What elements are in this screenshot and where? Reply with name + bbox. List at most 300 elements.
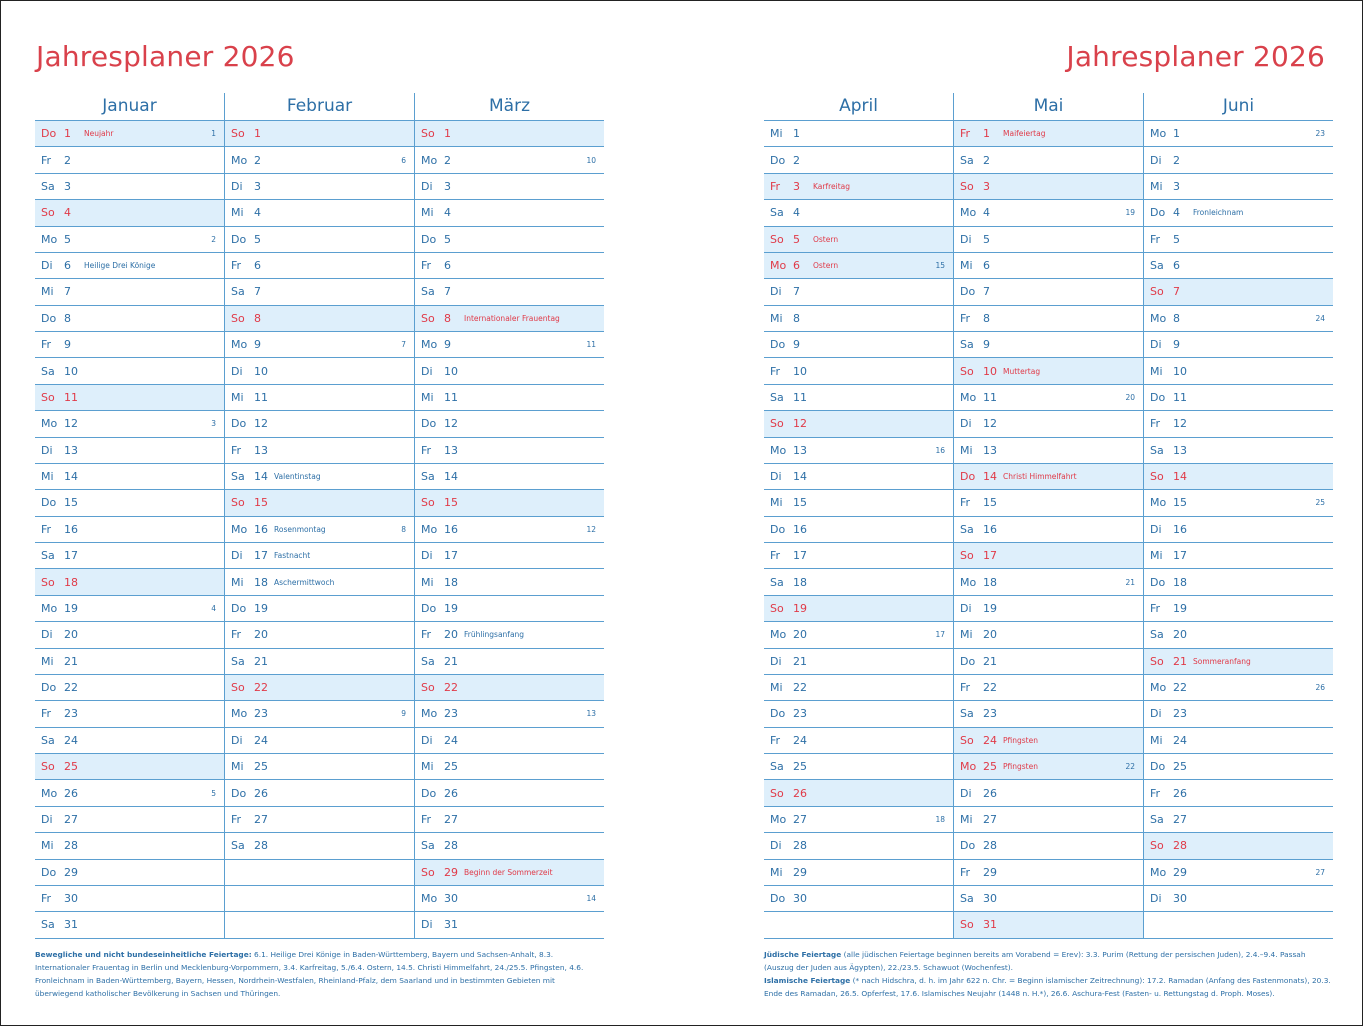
- weekday: Di: [770, 654, 782, 668]
- day-number: 19: [254, 601, 268, 615]
- day-row: [1144, 490, 1333, 516]
- day-number: 26: [444, 786, 458, 800]
- day-number: 10: [254, 364, 268, 378]
- weekday: Do: [231, 417, 247, 431]
- day-row: [225, 306, 414, 332]
- day-row: [954, 543, 1143, 569]
- weekday: Fr: [41, 892, 52, 906]
- week-number: 21: [1125, 577, 1135, 587]
- day-row: [764, 701, 953, 727]
- day-row: [35, 147, 224, 173]
- weekday: So: [41, 390, 55, 404]
- day-row: [225, 701, 414, 727]
- day-number: 9: [444, 338, 451, 352]
- day-row: [225, 200, 414, 226]
- day-row: [1144, 200, 1333, 226]
- day-row: [954, 332, 1143, 358]
- day-number: 31: [444, 918, 458, 932]
- day-number: 22: [983, 681, 997, 695]
- day-number: 7: [254, 285, 261, 299]
- day-row: [954, 147, 1143, 173]
- weekday: Sa: [421, 839, 435, 853]
- weekday: Mo: [421, 707, 438, 721]
- day-number: 2: [64, 153, 71, 167]
- day-number: 13: [64, 443, 78, 457]
- day-number: 13: [983, 443, 997, 457]
- week-number: 22: [1125, 762, 1135, 772]
- day-row: [225, 728, 414, 754]
- day-row: [35, 464, 224, 490]
- day-row: [764, 675, 953, 701]
- day-row: [225, 121, 414, 147]
- day-row: [954, 174, 1143, 200]
- day-row: [954, 306, 1143, 332]
- week-number: 18: [935, 814, 945, 824]
- day-number: 1: [254, 127, 261, 141]
- day-number: 29: [444, 865, 458, 879]
- day-number: 28: [1173, 839, 1187, 853]
- week-number: 27: [1315, 867, 1325, 877]
- event-label: Fastnacht: [274, 551, 311, 561]
- day-row: [764, 253, 953, 279]
- weekday: So: [41, 206, 55, 220]
- day-number: 1: [983, 127, 990, 141]
- day-number: 19: [793, 601, 807, 615]
- day-row: [35, 490, 224, 516]
- week-number: 26: [1315, 683, 1325, 693]
- weekday: Mi: [421, 206, 434, 220]
- weekday: Fr: [770, 733, 781, 747]
- weekday: Mi: [770, 681, 783, 695]
- day-number: 10: [64, 364, 78, 378]
- empty-day-row: [764, 912, 953, 938]
- day-row: [1144, 728, 1333, 754]
- weekday: Di: [231, 733, 243, 747]
- day-number: 11: [444, 390, 458, 404]
- day-number: 20: [254, 628, 268, 642]
- weekday: Fr: [960, 311, 971, 325]
- week-number: 13: [586, 709, 596, 719]
- day-row: [35, 543, 224, 569]
- day-number: 9: [254, 338, 261, 352]
- right-footnote: [764, 948, 1334, 1000]
- day-number: 2: [254, 153, 261, 167]
- day-row: [1144, 754, 1333, 780]
- weekday: Mi: [960, 443, 973, 457]
- day-number: 25: [983, 760, 997, 774]
- day-row: [415, 385, 604, 411]
- weekday: Mo: [41, 232, 58, 246]
- day-number: 7: [444, 285, 451, 299]
- day-row: [1144, 596, 1333, 622]
- empty-day-row: [225, 912, 414, 938]
- day-row: [1144, 807, 1333, 833]
- day-number: 14: [793, 470, 807, 484]
- day-number: 3: [444, 179, 451, 193]
- day-row: [415, 147, 604, 173]
- day-row: [954, 464, 1143, 490]
- day-row: [1144, 833, 1333, 859]
- day-number: 18: [983, 575, 997, 589]
- day-number: 20: [444, 628, 458, 642]
- day-row: [954, 411, 1143, 437]
- day-number: 6: [793, 259, 800, 273]
- day-row: [954, 358, 1143, 384]
- week-number: 10: [586, 155, 596, 165]
- day-number: 12: [983, 417, 997, 431]
- day-number: 25: [444, 760, 458, 774]
- weekday: Fr: [41, 707, 52, 721]
- day-number: 27: [254, 812, 268, 826]
- day-number: 7: [1173, 285, 1180, 299]
- event-label: Christi Himmelfahrt: [1003, 472, 1077, 482]
- day-row: [415, 438, 604, 464]
- weekday: Mi: [231, 390, 244, 404]
- day-number: 16: [444, 522, 458, 536]
- day-number: 9: [793, 338, 800, 352]
- weekday: So: [41, 760, 55, 774]
- weekday: Do: [421, 601, 437, 615]
- day-row: [35, 622, 224, 648]
- right-page-title: Jahresplaner 2026: [1066, 40, 1325, 73]
- weekday: Sa: [960, 338, 974, 352]
- day-number: 29: [793, 865, 807, 879]
- month-header: März: [415, 93, 604, 121]
- day-row: [225, 569, 414, 595]
- day-row: [1144, 358, 1333, 384]
- day-row: [415, 358, 604, 384]
- day-row: [35, 174, 224, 200]
- day-row: [1144, 886, 1333, 912]
- day-row: [225, 833, 414, 859]
- weekday: Di: [960, 601, 972, 615]
- day-number: 26: [1173, 786, 1187, 800]
- day-row: [954, 833, 1143, 859]
- day-number: 22: [444, 681, 458, 695]
- day-row: [954, 860, 1143, 886]
- day-number: 26: [64, 786, 78, 800]
- day-number: 30: [983, 892, 997, 906]
- day-row: [35, 596, 224, 622]
- weekday: Sa: [41, 549, 55, 563]
- event-label: Ostern: [813, 261, 839, 271]
- weekday: Sa: [770, 390, 784, 404]
- month-column-januar: [35, 93, 224, 939]
- weekday: Mi: [1150, 364, 1163, 378]
- day-row: [35, 833, 224, 859]
- weekday: Mi: [231, 206, 244, 220]
- day-number: 19: [983, 601, 997, 615]
- weekday: Di: [41, 443, 53, 457]
- day-number: 5: [983, 232, 990, 246]
- day-row: [35, 411, 224, 437]
- day-row: [415, 701, 604, 727]
- day-number: 21: [444, 654, 458, 668]
- left-footnote: [35, 948, 605, 1000]
- day-row: [225, 807, 414, 833]
- weekday: Sa: [1150, 628, 1164, 642]
- day-row: [35, 279, 224, 305]
- weekday: Do: [960, 470, 976, 484]
- day-number: 26: [254, 786, 268, 800]
- day-row: [954, 807, 1143, 833]
- day-row: [35, 517, 224, 543]
- day-row: [1144, 569, 1333, 595]
- weekday: Mi: [960, 259, 973, 273]
- day-number: 24: [444, 733, 458, 747]
- weekday: Di: [1150, 522, 1162, 536]
- day-number: 23: [983, 707, 997, 721]
- day-row: [764, 200, 953, 226]
- day-row: [35, 385, 224, 411]
- weekday: Fr: [960, 496, 971, 510]
- day-row: [415, 279, 604, 305]
- weekday: Mo: [421, 892, 438, 906]
- day-row: [415, 833, 604, 859]
- day-number: 8: [1173, 311, 1180, 325]
- day-row: [415, 649, 604, 675]
- day-number: 16: [1173, 522, 1187, 536]
- day-number: 21: [254, 654, 268, 668]
- week-number: 9: [401, 709, 406, 719]
- weekday: Fr: [231, 628, 242, 642]
- weekday: Mo: [770, 443, 787, 457]
- event-label: Fronleichnam: [1193, 208, 1244, 218]
- weekday: So: [421, 496, 435, 510]
- weekday: Mi: [41, 470, 54, 484]
- day-number: 25: [793, 760, 807, 774]
- weekday: Di: [421, 179, 433, 193]
- day-number: 13: [793, 443, 807, 457]
- day-row: [1144, 227, 1333, 253]
- weekday: So: [421, 311, 435, 325]
- weekday: So: [231, 127, 245, 141]
- day-number: 1: [444, 127, 451, 141]
- day-row: [954, 517, 1143, 543]
- day-number: 6: [254, 259, 261, 273]
- day-number: 27: [64, 812, 78, 826]
- day-number: 30: [444, 892, 458, 906]
- day-number: 24: [793, 733, 807, 747]
- day-number: 19: [64, 601, 78, 615]
- day-row: [764, 358, 953, 384]
- week-number: 25: [1315, 498, 1325, 508]
- day-number: 8: [983, 311, 990, 325]
- weekday: So: [960, 549, 974, 563]
- weekday: Fr: [1150, 601, 1161, 615]
- weekday: Do: [770, 707, 786, 721]
- weekday: Mi: [421, 390, 434, 404]
- day-number: 17: [64, 549, 78, 563]
- day-row: [1144, 411, 1333, 437]
- day-number: 8: [444, 311, 451, 325]
- day-number: 13: [444, 443, 458, 457]
- weekday: So: [421, 681, 435, 695]
- day-row: [954, 886, 1143, 912]
- day-row: [415, 200, 604, 226]
- day-number: 15: [444, 496, 458, 510]
- day-number: 9: [983, 338, 990, 352]
- day-number: 1: [64, 127, 71, 141]
- day-row: [415, 569, 604, 595]
- day-number: 18: [64, 575, 78, 589]
- weekday: Mo: [1150, 865, 1167, 879]
- day-number: 11: [64, 390, 78, 404]
- day-number: 10: [983, 364, 997, 378]
- day-number: 5: [444, 232, 451, 246]
- right-footnote-text: (alle jüdischen Feiertage beginnen bereits am Vorabend = Erev): 3.3. Purim (Rettung der persischen Juden), 2.4.–9.4. Passah (Auszug der Juden aus Ägypten), 22./23.5. Schawuot (Wochenfest).: [764, 950, 1306, 972]
- day-row: [415, 912, 604, 938]
- weekday: Mi: [960, 628, 973, 642]
- weekday: Do: [770, 153, 786, 167]
- day-row: [1144, 543, 1333, 569]
- weekday: Mo: [231, 153, 248, 167]
- day-row: [225, 279, 414, 305]
- weekday: Di: [960, 417, 972, 431]
- day-number: 28: [64, 839, 78, 853]
- weekday: Mi: [770, 311, 783, 325]
- weekday: Di: [421, 918, 433, 932]
- day-number: 22: [254, 681, 268, 695]
- day-row: [415, 306, 604, 332]
- weekday: Mi: [770, 496, 783, 510]
- day-number: 18: [1173, 575, 1187, 589]
- weekday: Mi: [421, 760, 434, 774]
- day-number: 1: [793, 127, 800, 141]
- day-row: [225, 174, 414, 200]
- weekday: Do: [41, 681, 57, 695]
- weekday: Di: [960, 786, 972, 800]
- weekday: Do: [960, 285, 976, 299]
- day-row: [954, 675, 1143, 701]
- day-number: 6: [1173, 259, 1180, 273]
- weekday: Mo: [41, 601, 58, 615]
- weekday: Fr: [421, 259, 432, 273]
- weekday: So: [1150, 285, 1164, 299]
- day-number: 6: [983, 259, 990, 273]
- weekday: Mi: [770, 127, 783, 141]
- weekday: Di: [421, 364, 433, 378]
- day-number: 20: [983, 628, 997, 642]
- weekday: Di: [770, 470, 782, 484]
- day-number: 21: [983, 654, 997, 668]
- weekday: Mi: [421, 575, 434, 589]
- weekday: Di: [421, 549, 433, 563]
- day-row: [954, 227, 1143, 253]
- event-label: Sommeranfang: [1193, 656, 1251, 666]
- day-number: 14: [64, 470, 78, 484]
- day-row: [35, 780, 224, 806]
- day-number: 15: [64, 496, 78, 510]
- weekday: Fr: [960, 681, 971, 695]
- day-row: [1144, 464, 1333, 490]
- weekday: Mo: [1150, 311, 1167, 325]
- weekday: Mo: [1150, 681, 1167, 695]
- day-row: [415, 517, 604, 543]
- day-number: 22: [793, 681, 807, 695]
- day-row: [764, 411, 953, 437]
- weekday: Sa: [770, 760, 784, 774]
- weekday: Sa: [421, 654, 435, 668]
- day-number: 29: [1173, 865, 1187, 879]
- weekday: Do: [41, 496, 57, 510]
- day-number: 21: [64, 654, 78, 668]
- day-number: 10: [444, 364, 458, 378]
- day-row: [954, 385, 1143, 411]
- day-number: 5: [793, 232, 800, 246]
- day-number: 14: [983, 470, 997, 484]
- week-number: 24: [1315, 313, 1325, 323]
- weekday: Di: [41, 259, 53, 273]
- day-number: 6: [444, 259, 451, 273]
- day-row: [225, 464, 414, 490]
- weekday: Sa: [231, 654, 245, 668]
- day-number: 10: [1173, 364, 1187, 378]
- day-number: 3: [983, 179, 990, 193]
- weekday: Mi: [1150, 549, 1163, 563]
- day-number: 17: [983, 549, 997, 563]
- day-number: 25: [1173, 760, 1187, 774]
- day-number: 18: [793, 575, 807, 589]
- weekday: Do: [1150, 760, 1166, 774]
- weekday: Sa: [960, 892, 974, 906]
- day-row: [35, 332, 224, 358]
- day-row: [225, 253, 414, 279]
- weekday: Fr: [41, 338, 52, 352]
- day-number: 20: [64, 628, 78, 642]
- day-number: 2: [444, 153, 451, 167]
- day-row: [1144, 649, 1333, 675]
- day-row: [954, 253, 1143, 279]
- empty-day-row: [225, 860, 414, 886]
- day-row: [954, 912, 1143, 938]
- day-row: [35, 227, 224, 253]
- weekday: Mi: [231, 760, 244, 774]
- day-row: [35, 253, 224, 279]
- day-row: [764, 596, 953, 622]
- week-number: 20: [1125, 392, 1135, 402]
- week-number: 11: [586, 340, 596, 350]
- day-row: [35, 649, 224, 675]
- day-number: 12: [64, 417, 78, 431]
- day-row: [225, 754, 414, 780]
- weekday: Mo: [231, 707, 248, 721]
- day-number: 17: [254, 549, 268, 563]
- day-row: [954, 728, 1143, 754]
- week-number: 7: [401, 340, 406, 350]
- day-number: 8: [64, 311, 71, 325]
- day-row: [764, 622, 953, 648]
- day-row: [764, 147, 953, 173]
- day-number: 24: [254, 733, 268, 747]
- day-row: [225, 543, 414, 569]
- day-number: 15: [1173, 496, 1187, 510]
- week-number: 14: [586, 894, 596, 904]
- weekday: Mi: [1150, 733, 1163, 747]
- event-label: Karfreitag: [813, 181, 851, 191]
- event-label: Rosenmontag: [274, 524, 326, 534]
- day-number: 17: [444, 549, 458, 563]
- weekday: Sa: [231, 285, 245, 299]
- weekday: Mo: [231, 522, 248, 536]
- day-row: [415, 622, 604, 648]
- day-row: [415, 886, 604, 912]
- day-number: 30: [793, 892, 807, 906]
- event-label: Pfingsten: [1003, 735, 1038, 745]
- day-row: [764, 886, 953, 912]
- weekday: Mo: [421, 153, 438, 167]
- month-header: Mai: [954, 93, 1143, 121]
